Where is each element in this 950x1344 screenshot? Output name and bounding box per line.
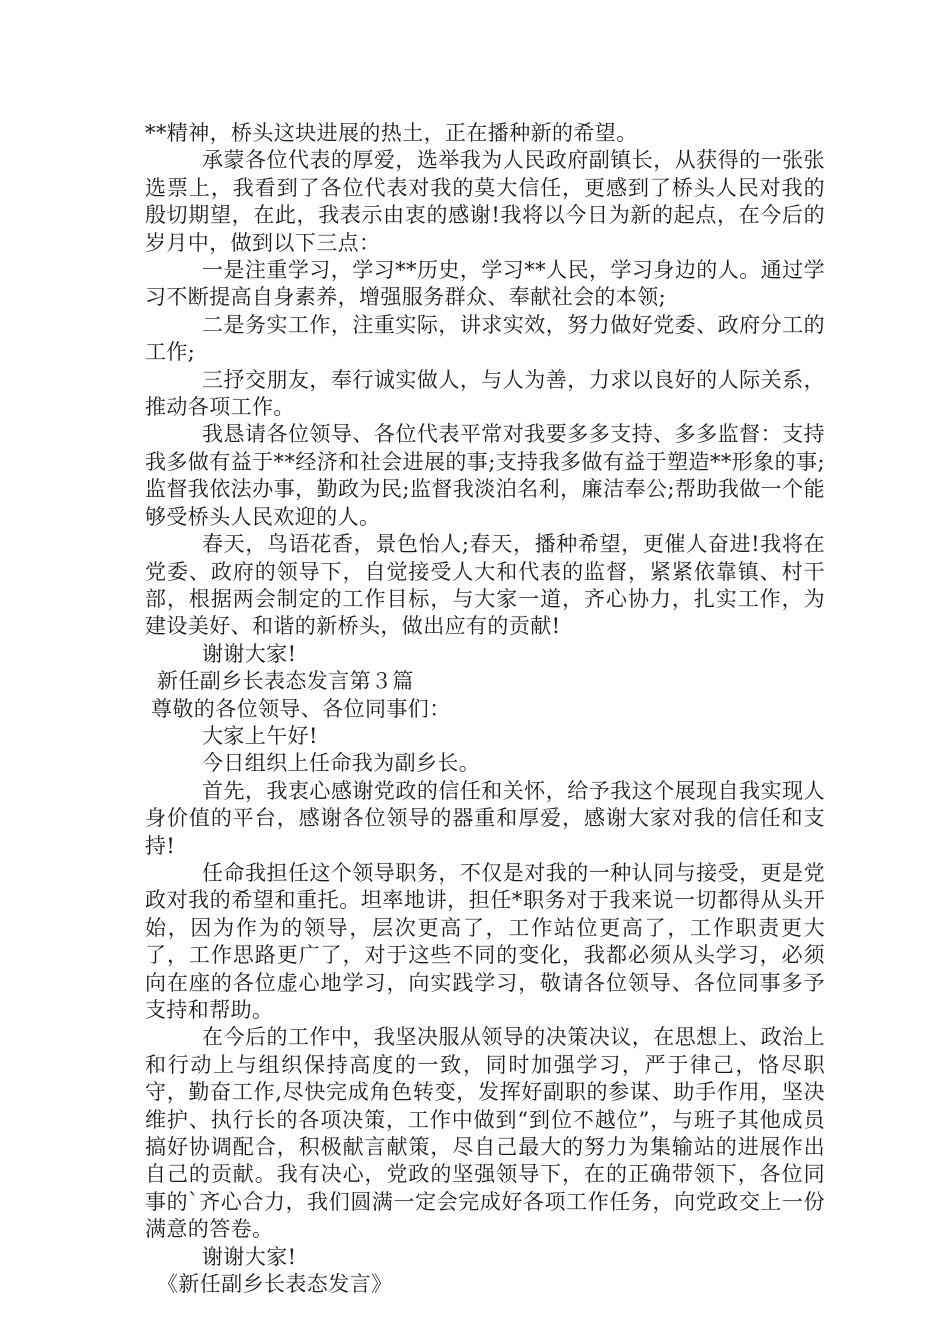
- paragraph: 任命我担任这个领导职务，不仅是对我的一种认同与接受，更是党政对我的希望和重托。坦率地讲，担任*职务对于我来说一切都得从头开始，因为作为的领导，层次更高了，工作站位更高了，工作职责更大了，工作思路更广了，对于这些不同的变化，我都必须从头学习，必须向在座的各位虚心地学习，向实践学习，敬请各位领导、各位同事多予支持和帮助。: [145, 860, 825, 1022]
- paragraph: 承蒙各位代表的厚爱，选举我为人民政府副镇长，从获得的一张张选票上，我看到了各位代表对我的莫大信任，更感到了桥头人民对我的殷切期望，在此，我表示由衷的感谢!我将以今日为新的起点，在今后的岁月中，做到以下三点：: [145, 148, 825, 255]
- paragraph: 谢谢大家!: [202, 1244, 297, 1269]
- document-body: [145, 120, 825, 1298]
- paragraph: 春天，鸟语花香，景色怡人;春天，播种希望，更催人奋进!我将在党委、政府的领导下，自觉接受人大和代表的监督，紧紧依靠镇、村干部，根据两会制定的工作目标，与大家一道，齐心协力，扎实工作，为建设美好、和谐的新桥头，做出应有的贡献!: [145, 532, 825, 639]
- paragraph: 大家上午好!: [202, 723, 318, 748]
- paragraph: 首先，我衷心感谢党政的信任和关怀，给予我这个展现自我实现人身价值的平台，感谢各位领导的器重和厚爱，感谢大家对我的信任和支持!: [145, 778, 825, 858]
- paragraph: 在今后的工作中，我坚决服从领导的决策决议，在思想上、政治上和行动上与组织保持高度的一致，同时加强学习，严于律己，恪尽职守，勤奋工作,尽快完成角色转变，发挥好副职的参谋、助手作用，坚决维护、执行长的各项决策，工作中做到“到位不越位”，与班子其他成员搞好协调配合，积极献言献策，尽自己最大的努力为集输站的进展作出自己的贡献。我有决心，党政的坚强领导下，在的正确带领下，各位同事的`齐心合力，我们圆满一定会完成好各项工作任务，向党政交上一份满意的答卷。: [145, 1025, 825, 1242]
- document-title-footer: 《新任副乡长表态发言》: [157, 1272, 393, 1297]
- paragraph: 今日组织上任命我为副乡长。: [202, 751, 481, 776]
- paragraph: 三抒交朋友，奉行诚实做人，与人为善，力求以良好的人际关系，推动各项工作。: [145, 367, 825, 420]
- paragraph: 一是注重学习，学习**历史，学习**人民，学习身边的人。通过学习不断提高自身素养，增强服务群众、奉献社会的本领;: [145, 258, 825, 310]
- paragraph: 二是务实工作，注重实际，讲求实效，努力做好党委、政府分工的工作;: [145, 312, 825, 365]
- paragraph: **精神，桥头这块进展的热土，正在播种新的希望。: [145, 121, 638, 145]
- salutation-line: 尊敬的各位领导、各位同事们：: [151, 696, 451, 721]
- paragraph: 谢谢大家!: [202, 641, 297, 666]
- paragraph: 我恳请各位领导、各位代表平常对我要多多支持、多多监督：支持我多做有益于**经济和社会进展的事;支持我多做有益于塑造**形象的事;监督我依法办事，勤政为民;监督我淡泊名利，廉洁奉公;帮助我做一个能够受桥头人民欢迎的人。: [145, 422, 825, 529]
- section-heading: 新任副乡长表态发言第３篇: [157, 669, 414, 694]
